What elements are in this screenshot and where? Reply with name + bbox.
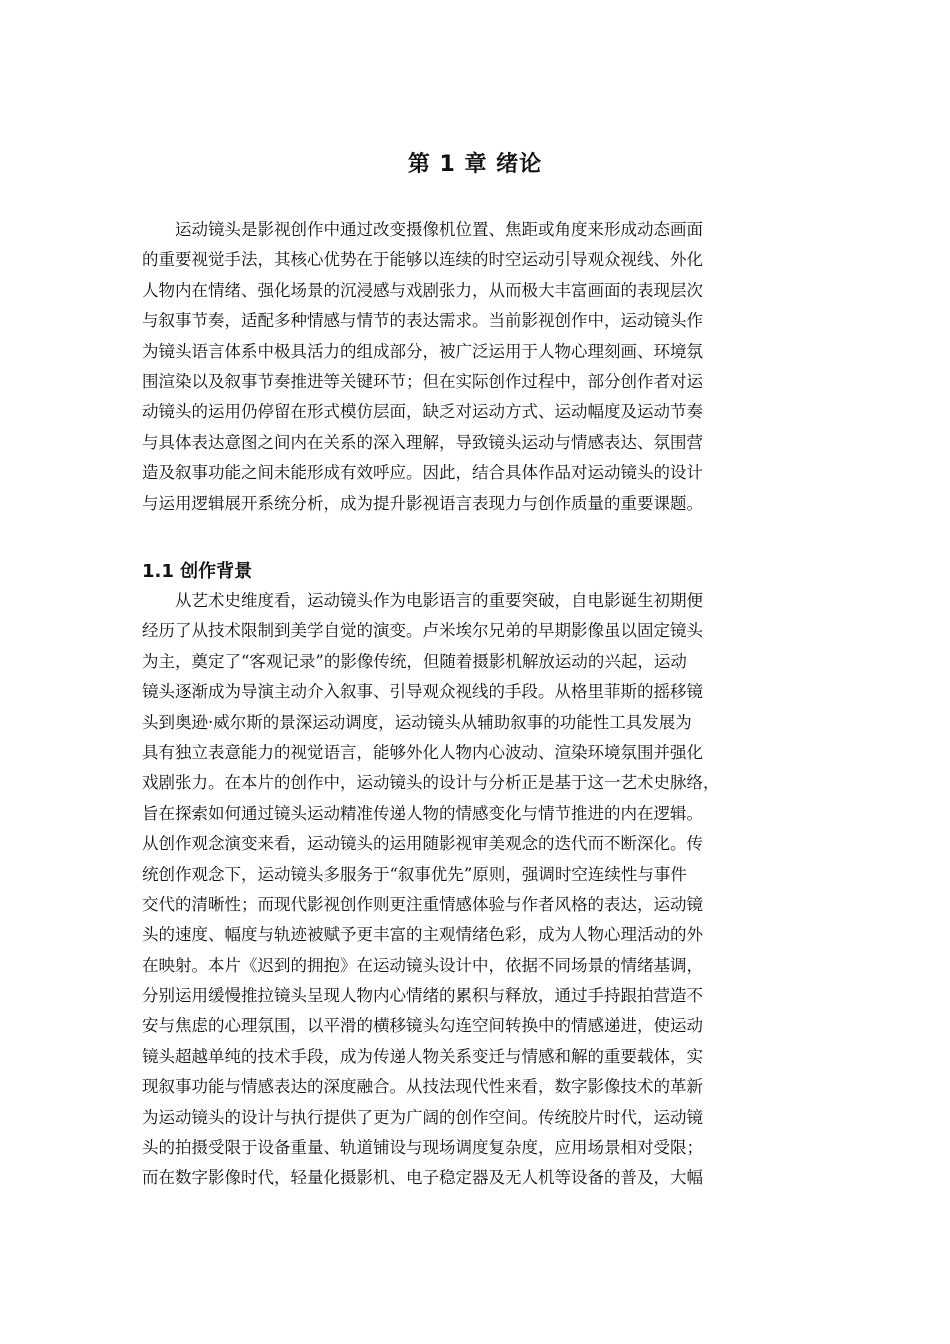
text-line: 为镜头语言体系中极具活力的组成部分，被广泛运用于人物心理刻画、环境氛 [142,341,703,361]
text-line: 经历了从技术限制到美学自觉的演变。卢米埃尔兄弟的早期影像虽以固定镜头 [142,621,703,641]
text-line: 在映射。本片《迟到的拥抱》在运动镜头设计中，依据不同场景的情绪基调， [142,955,703,975]
text-line: 统创作观念下，运动镜头多服务于“叙事优先”原则，强调时空连续性与事件 [142,864,687,884]
text-line: 为主，奠定了“客观记录”的影像传统，但随着摄影机解放运动的兴起，运动 [142,651,687,671]
text-line: 造及叙事功能之间未能形成有效呼应。因此，结合具体作品对运动镜头的设计 [142,463,703,483]
text-line: 镜头超越单纯的技术手段，成为传递人物关系变迁与情感和解的重要载体，实 [142,1046,703,1066]
intro-paragraph [142,215,802,519]
chapter-title: 第 1 章 绪论 [407,152,543,177]
text-line: 安与焦虑的心理氛围，以平滑的横移镜头勾连空间转换中的情感递进，使运动 [142,1016,703,1036]
text-line: 戏剧张力。在本片的创作中，运动镜头的设计与分析正是基于这一艺术史脉络， [142,773,720,793]
text-line: 与运用逻辑展开系统分析，成为提升影视语言表现力与创作质量的重要课题。 [142,493,703,513]
text-line: 运动镜头是影视创作中通过改变摄像机位置、焦距或角度来形成动态画面 [175,220,703,239]
text-line: 围渲染以及叙事节奏推进等关键环节；但在实际创作过程中，部分创作者对运 [142,371,703,391]
text-line: 而在数字影像时代，轻量化摄影机、电子稳定器及无人机等设备的普及，大幅 [142,1168,703,1188]
section-body [142,586,802,1194]
text-line: 交代的清晰性；而现代影视创作则更注重情感体验与作者风格的表达，运动镜 [142,894,703,914]
text-line: 动镜头的运用仍停留在形式模仿层面，缺乏对运动方式、运动幅度及运动节奏 [142,402,703,422]
text-line: 的重要视觉手法，其核心优势在于能够以连续的时空运动引导观众视线、外化 [142,250,703,270]
text-line: 旨在探索如何通过镜头运动精准传递人物的情感变化与情节推进的内在逻辑。 [142,803,703,823]
text-line: 人物内在情绪、强化场景的沉浸感与戏剧张力，从而极大丰富画面的表现层次 [142,280,703,300]
text-line: 头的速度、幅度与轨迹被赋予更丰富的主观情绪色彩，成为人物心理活动的外 [142,925,703,945]
text-line: 现叙事功能与情感表达的深度融合。从技法现代性来看，数字影像技术的革新 [142,1077,703,1097]
text-line: 镜头逐渐成为导演主动介入叙事、引导观众视线的手段。从格里菲斯的摇移镜 [142,682,703,702]
text-line: 与叙事节奏，适配多种情感与情节的表达需求。当前影视创作中，运动镜头作 [142,311,703,331]
text-line: 具有独立表意能力的视觉语言，能够外化人物内心波动、渲染环境氛围并强化 [142,742,703,762]
text-line: 从创作观念演变来看，运动镜头的运用随影视审美观念的迭代而不断深化。传 [142,834,703,854]
section-heading: 1.1 创作背景 [142,561,253,582]
text-line: 头的拍摄受限于设备重量、轨道铺设与现场调度复杂度，应用场景相对受限； [142,1138,703,1158]
text-line: 与具体表达意图之间内在关系的深入理解，导致镜头运动与情感表达、氛围营 [142,432,703,452]
text-line: 分别运用缓慢推拉镜头呈现人物内心情绪的累积与释放，通过手持跟拍营造不 [142,986,703,1006]
text-line: 从艺术史维度看，运动镜头作为电影语言的重要突破，自电影诞生初期便 [175,591,703,610]
text-line: 头到奥逊·威尔斯的景深运动调度，运动镜头从辅助叙事的功能性工具发展为 [142,712,692,732]
text-line: 为运动镜头的设计与执行提供了更为广阔的创作空间。传统胶片时代，运动镜 [142,1107,703,1127]
